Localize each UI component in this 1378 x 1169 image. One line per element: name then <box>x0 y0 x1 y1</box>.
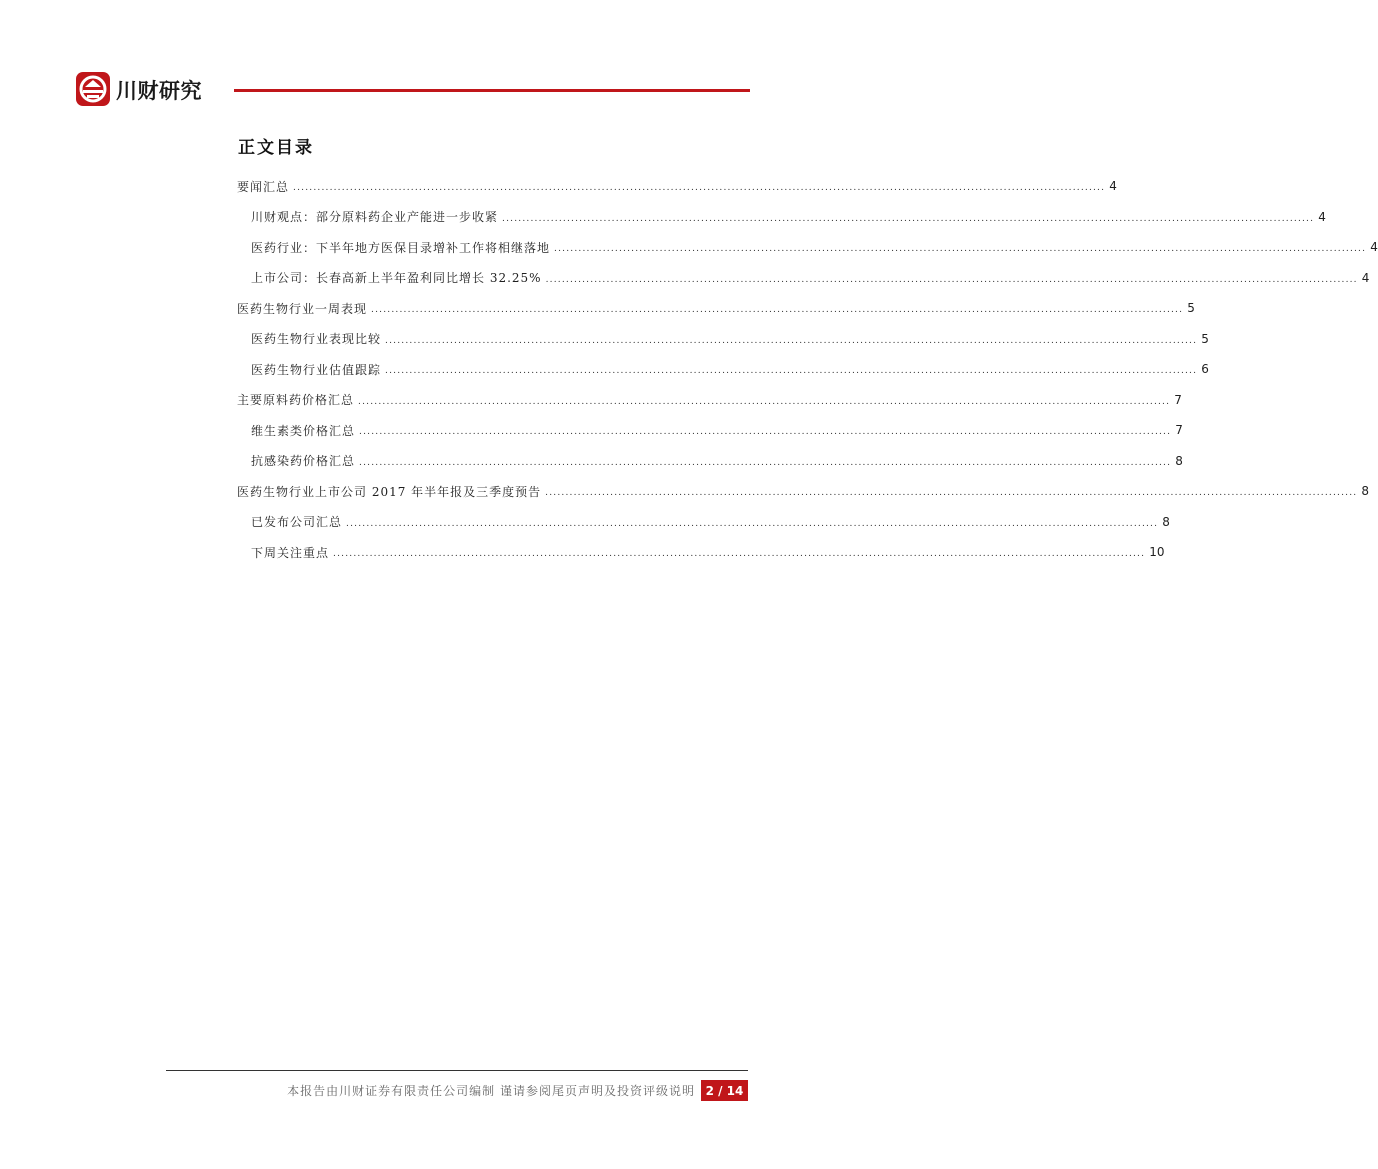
toc-entry-page: 5 <box>1201 331 1209 346</box>
toc-leader-dots: ........................................................................................................................................................................................................ <box>358 396 1171 407</box>
toc-entry-label: 上市公司：长春高新上半年盈利同比增长 32.25% <box>251 271 542 286</box>
toc-entry[interactable] <box>237 293 1195 324</box>
toc-entry-page: 4 <box>1361 270 1370 285</box>
toc-entry-label: 医药行业：下半年地方医保目录增补工作将相继落地 <box>251 240 551 255</box>
toc-leader-dots: ........................................................................................................................................................................................................ <box>545 488 1358 499</box>
table-of-contents <box>237 171 1378 568</box>
toc-entry-label: 要闻汇总 <box>237 179 290 194</box>
toc-entry-page: 4 <box>1109 179 1117 194</box>
toc-leader-dots: ........................................................................................................................................................................................................ <box>359 457 1172 468</box>
toc-entry[interactable] <box>237 263 1370 294</box>
toc-entry[interactable] <box>237 354 1209 385</box>
toc-entry[interactable] <box>237 476 1369 507</box>
toc-entry-page: 8 <box>1361 484 1369 499</box>
toc-leader-dots: ........................................................................................................................................................................................................ <box>359 427 1172 438</box>
toc-entry-page: 4 <box>1318 209 1326 224</box>
chuancai-logo-icon <box>76 72 110 106</box>
toc-entry-label: 医药生物行业一周表现 <box>237 301 368 316</box>
toc-entry[interactable] <box>237 415 1183 446</box>
toc-entry-page: 8 <box>1162 514 1170 529</box>
toc-leader-dots: ........................................................................................................................................................................................................ <box>385 366 1198 377</box>
toc-entry-label: 医药生物行业表现比较 <box>251 332 382 347</box>
toc-entry-label: 川财观点：部分原料药企业产能进一步收紧 <box>251 210 499 225</box>
toc-entry-page: 4 <box>1370 240 1378 255</box>
toc-title: 正文目录 <box>238 138 314 158</box>
footer-disclaimer: 本报告由川财证券有限责任公司编制 谨请参阅尾页声明及投资评级说明 <box>287 1084 695 1098</box>
page-number-badge: 2 / 14 <box>701 1080 748 1101</box>
toc-leader-dots: ........................................................................................................................................................................................................ <box>545 274 1358 285</box>
toc-entry-page: 6 <box>1201 362 1209 377</box>
toc-leader-dots: ........................................................................................................................................................................................................ <box>333 549 1146 560</box>
toc-entry[interactable] <box>237 232 1378 263</box>
toc-entry[interactable] <box>237 537 1165 568</box>
toc-entry[interactable] <box>237 324 1209 355</box>
header-rule <box>234 89 750 92</box>
toc-entry-label: 医药生物行业上市公司 2017 年半年报及三季度预告 <box>237 484 542 499</box>
toc-entry-page: 7 <box>1174 392 1182 407</box>
toc-leader-dots: ........................................................................................................................................................................................................ <box>346 518 1159 529</box>
toc-entry-page: 7 <box>1175 423 1183 438</box>
toc-entry-label: 主要原料药价格汇总 <box>237 393 355 408</box>
toc-entry-label: 下周关注重点 <box>251 545 330 560</box>
toc-entry[interactable] <box>237 171 1117 202</box>
toc-entry[interactable] <box>237 202 1326 233</box>
toc-entry-label: 医药生物行业估值跟踪 <box>251 362 382 377</box>
toc-leader-dots: ........................................................................................................................................................................................................ <box>502 213 1315 224</box>
toc-entry[interactable] <box>237 385 1182 416</box>
toc-entry[interactable] <box>237 446 1183 477</box>
toc-leader-dots: ........................................................................................................................................................................................................ <box>385 335 1198 346</box>
brand-name: 川财研究 <box>116 79 202 103</box>
toc-leader-dots: ........................................................................................................................................................................................................ <box>293 183 1106 194</box>
toc-entry-label: 抗感染药价格汇总 <box>251 454 356 469</box>
toc-entry-label: 已发布公司汇总 <box>251 515 343 530</box>
toc-entry-page: 10 <box>1149 545 1165 560</box>
footer-rule <box>166 1070 748 1071</box>
toc-entry-label: 维生素类价格汇总 <box>251 423 356 438</box>
toc-entry[interactable] <box>237 507 1170 538</box>
toc-entry-page: 8 <box>1175 453 1183 468</box>
toc-entry-page: 5 <box>1187 301 1195 316</box>
page-header <box>76 72 750 108</box>
toc-leader-dots: ........................................................................................................................................................................................................ <box>554 244 1367 255</box>
toc-leader-dots: ........................................................................................................................................................................................................ <box>371 305 1184 316</box>
